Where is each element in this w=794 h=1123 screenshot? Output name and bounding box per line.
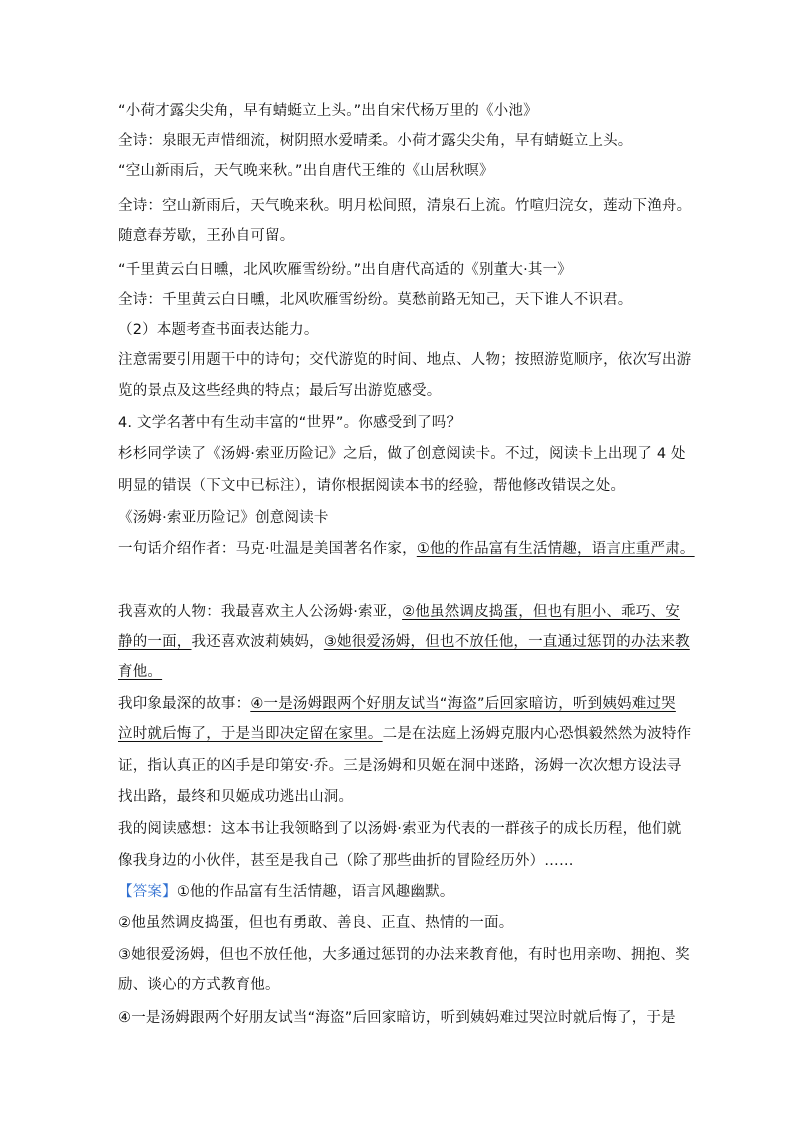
answer-line — [118, 882, 678, 902]
text-line: 我的阅读感想：这本书让我领略到了以汤姆·索亚为代表的一群孩子的成长历程，他们就 — [118, 821, 682, 837]
answer-line: ④一是汤姆跟两个好朋友试当“海盗”后回家暗访，听到姨妈难过哭泣时就后悔了，于是 — [118, 1010, 676, 1026]
text-segment: 一句话介绍作者：马克·吐温是美国著名作家， — [118, 541, 417, 557]
marked-error: 静的一面， — [118, 634, 192, 650]
marked-error: ③她很爱汤姆，但也不放任他，一直通过惩罚的办法来教 — [323, 634, 690, 650]
text-line: 明显的错误（下文中已标注），请你根据阅读本书的经验，帮他修改错误之处。 — [118, 478, 626, 494]
answer-line: ③她很爱汤姆，但也不放任他，大多通过惩罚的办法来教育他，有时也用亲吻、拥抱、奖 — [118, 947, 690, 963]
text-line: 全诗：泉眼无声惜细流，树阴照水爱晴柔。小荷才露尖尖角，早有蜻蜓立上头。 — [118, 133, 633, 149]
card-title: 《汤姆·索亚历险记》创意阅读卡 — [118, 510, 329, 526]
text-line: 随意春芳歇，王孙自可留。 — [118, 228, 295, 244]
text-line: “空山新雨后，天气晚来秋。”出自唐代王维的《山居秋暝》 — [118, 163, 494, 179]
text-line — [118, 632, 690, 652]
marked-error: 育他。 — [118, 664, 163, 680]
answer-label: 【答案】 — [118, 884, 177, 900]
marked-error: ①他的作品富有生活情趣，语言庄重严肃。 — [416, 541, 695, 557]
text-segment: 我还喜欢波莉姨妈， — [191, 634, 324, 650]
text-line: “千里黄云白日曛，北风吹雁雪纷纷。”出自唐代高适的《别董大·其一》 — [118, 262, 572, 278]
text-segment: ①他的作品富有生活情趣，语言风趣幽默。 — [176, 884, 455, 900]
marked-error: 泣时就后悔了，于是当即决定留在家里。 — [118, 726, 383, 742]
text-line — [118, 602, 678, 622]
answer-line: ②他虽然调皮捣蛋，但也有勇敢、善良、正直、热情的一面。 — [118, 915, 514, 931]
text-line: 全诗：千里黄云白日曛，北风吹雁雪纷纷。莫愁前路无知己，天下谁人不识君。 — [118, 292, 633, 308]
text-segment: 我印象最深的故事： — [118, 696, 251, 712]
text-line: 杉杉同学读了《汤姆·索亚历险记》之后，做了创意阅读卡。不过，阅读卡上出现了 4 处 — [118, 446, 686, 462]
answer-line: 励、谈心的方式教育他。 — [118, 977, 280, 993]
text-segment: 我喜欢的人物：我最喜欢主人公汤姆·索亚， — [118, 604, 403, 620]
text-line: 找出路，最终和贝姬成功逃出山洞。 — [118, 789, 354, 805]
text-line: 注意需要引用题干中的诗句；交代游览的时间、地点、人物；按照游览顺序，依次写出游 — [118, 352, 692, 368]
text-line — [118, 539, 695, 559]
marked-error: ④一是汤姆跟两个好朋友试当“海盗”后回家暗访，听到姨妈难过哭 — [250, 696, 676, 712]
text-line: （2）本题考查书面表达能力。 — [118, 322, 319, 338]
text-line: 全诗：空山新雨后，天气晚来秋。明月松间照，清泉石上流。竹喧归浣女，莲动下渔舟。 — [118, 198, 692, 214]
text-line: 证，指认真正的凶手是印第安·乔。三是汤姆和贝姬在洞中迷路，汤姆一次次想方设法寻 — [118, 758, 682, 774]
text-segment: 二是在法庭上汤姆克服内心恐惧毅然然为波特作 — [382, 726, 692, 742]
question-heading: 4. 文学名著中有生动丰富的“世界”。你感受到了吗？ — [118, 415, 462, 431]
text-line: 览的景点及这些经典的特点；最后写出游览感受。 — [118, 383, 442, 399]
text-line: “小荷才露尖尖角，早有蜻蜓立上头。”出自宋代杨万里的《小池》 — [118, 103, 538, 119]
text-line: 像我身边的小伙伴，甚至是我自己（除了那些曲折的冒险经历外）…… — [118, 853, 574, 869]
marked-error: ②他虽然调皮捣蛋，但也有胆小、乖巧、安 — [402, 604, 680, 620]
text-line — [118, 724, 692, 744]
text-line — [118, 662, 678, 682]
text-line — [118, 694, 678, 714]
